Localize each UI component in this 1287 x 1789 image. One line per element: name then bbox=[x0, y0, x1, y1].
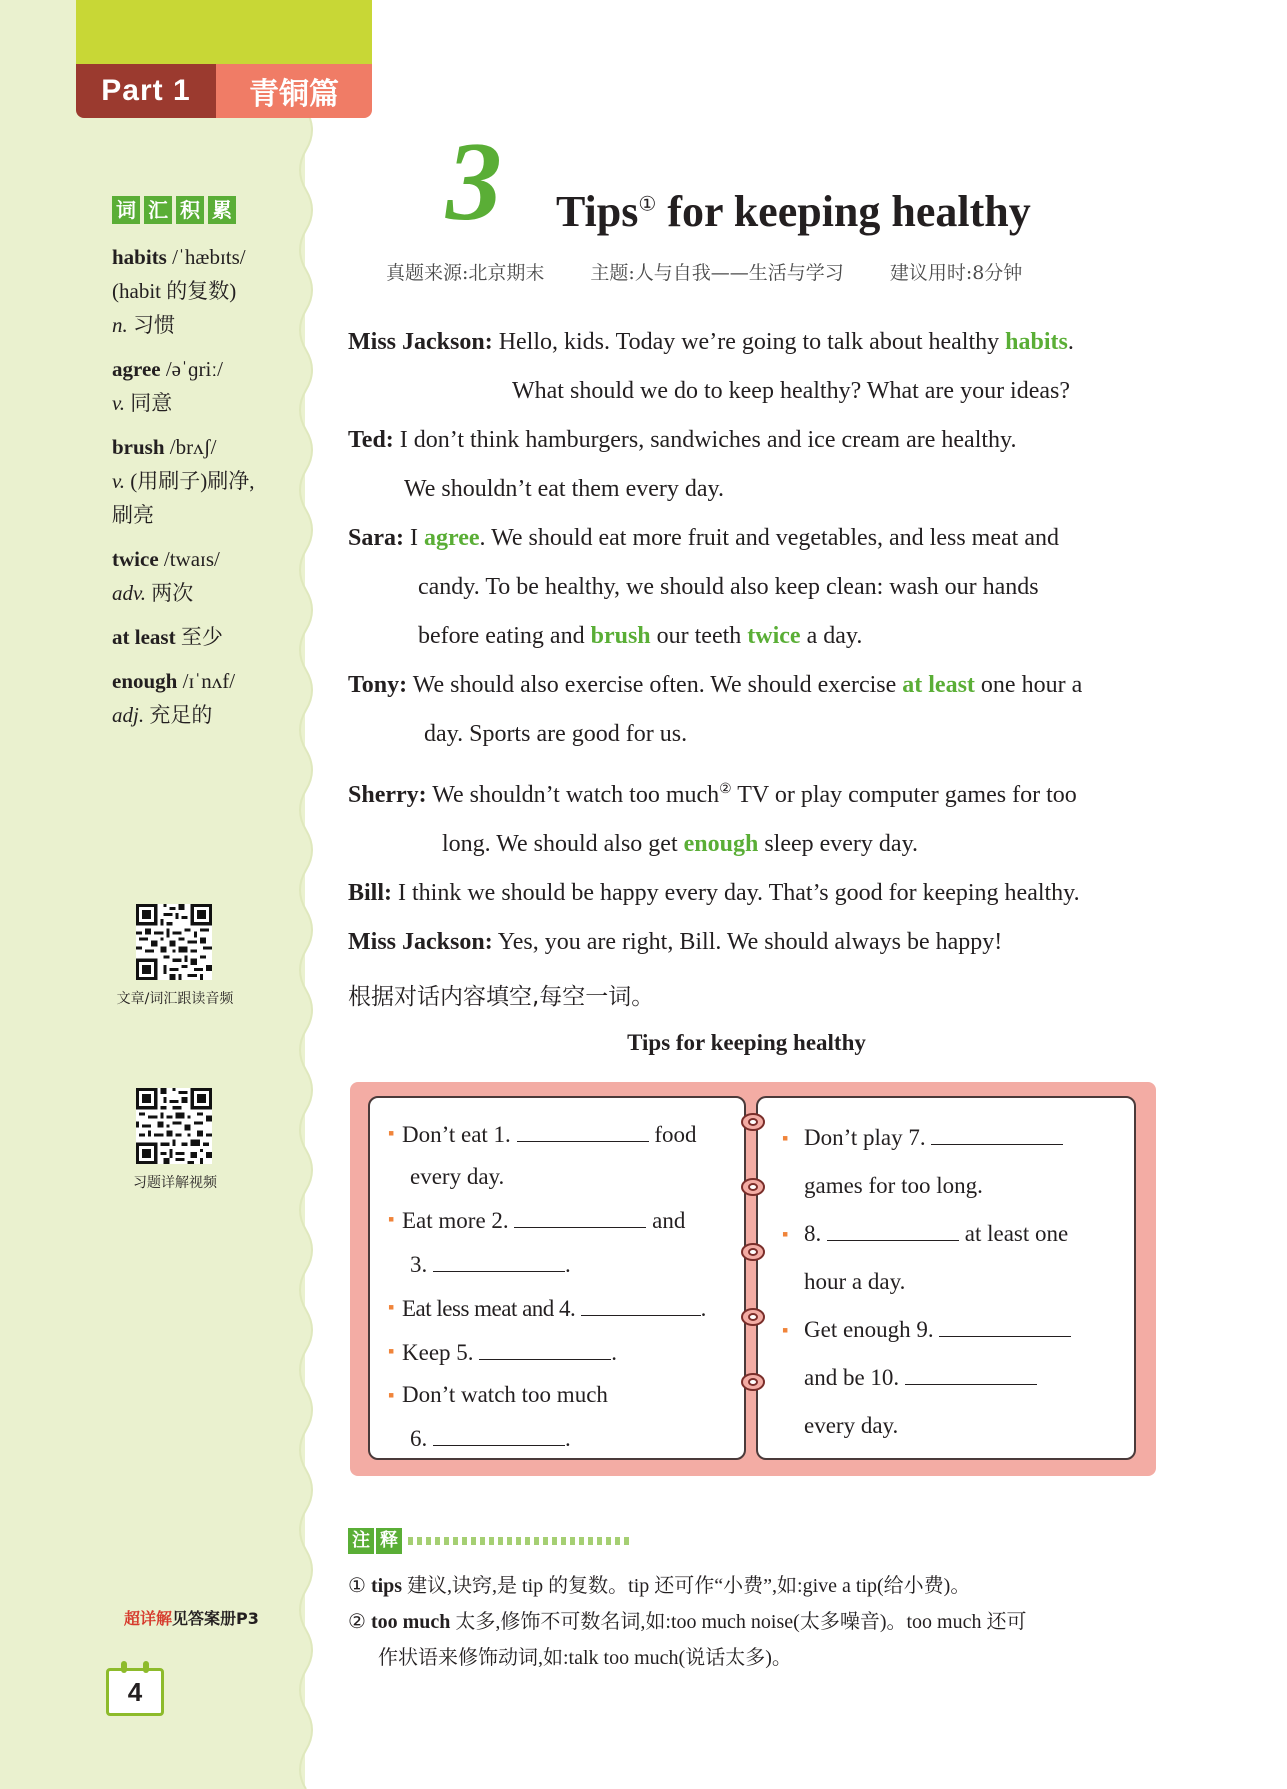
highlight-word: brush bbox=[590, 623, 651, 649]
page-number: 4 bbox=[106, 1668, 164, 1716]
vocab-item-twice bbox=[112, 542, 302, 610]
dialog-text: I think we should be happy every day. That’s good for keeping healthy. bbox=[392, 880, 1080, 906]
vocab-word: enough bbox=[112, 669, 178, 693]
vocab-meaning: 习惯 bbox=[133, 313, 175, 337]
dialog-text: . We should eat more fruit and vegetables, and less meat and bbox=[479, 525, 1059, 551]
bullet-icon: ▪ bbox=[388, 1297, 394, 1317]
item-text: . bbox=[565, 1252, 571, 1277]
dialog-text: our teeth bbox=[650, 623, 748, 649]
answer-blank-8[interactable] bbox=[827, 1211, 959, 1241]
vocab-phonetic: /ˈhæbɪts/ bbox=[172, 245, 246, 269]
highlight-word: habits bbox=[1005, 329, 1068, 355]
item-text: and be 10. bbox=[804, 1365, 905, 1390]
answer-blank-2[interactable] bbox=[514, 1198, 646, 1228]
vocab-note: (habit 的复数) bbox=[112, 279, 237, 303]
dialog-text: We should also exercise often. We should exercise bbox=[407, 672, 903, 698]
qr-code-icon bbox=[136, 1088, 212, 1164]
qr-code-audio[interactable] bbox=[136, 904, 212, 980]
speaker: Ted: bbox=[348, 427, 394, 453]
part-banner bbox=[76, 64, 372, 118]
meta-source: 真题来源:北京期末 bbox=[386, 262, 545, 284]
vocab-pos: v. bbox=[112, 469, 126, 493]
dialog-line bbox=[348, 765, 1158, 820]
bullet-icon: ▪ bbox=[782, 1320, 789, 1340]
notebook-rings-icon bbox=[738, 1112, 768, 1452]
item-text: . bbox=[611, 1340, 618, 1365]
vocab-heading bbox=[112, 196, 236, 224]
dialog-line: day. Sports are good for us. bbox=[424, 721, 688, 747]
dialog-text: long. We should also get bbox=[442, 831, 684, 857]
dialog-text: Yes, you are right, Bill. We should always be happy! bbox=[492, 929, 1003, 955]
vocab-word: agree bbox=[112, 357, 161, 381]
vocab-word: brush bbox=[112, 435, 165, 459]
dialog-line bbox=[348, 318, 1158, 367]
item-text: 6. bbox=[410, 1426, 433, 1451]
vocab-meaning: 同意 bbox=[130, 391, 173, 415]
dialog-text: I bbox=[404, 525, 424, 551]
footnote-marker: ① bbox=[638, 193, 657, 216]
dialog-passage bbox=[348, 318, 1158, 967]
vocab-item-at-least bbox=[112, 620, 302, 654]
vocab-pos: adj. bbox=[112, 703, 145, 727]
answer-reference bbox=[124, 1606, 259, 1629]
vocab-phonetic: /əˈɡriː/ bbox=[165, 357, 223, 381]
dialog-line bbox=[348, 918, 1158, 967]
dialog-line: candy. To be healthy, we should also keep clean: wash our hands bbox=[418, 574, 1039, 600]
exercise-box-title: Tips for keeping healthy bbox=[627, 1030, 866, 1055]
dialog-line bbox=[348, 820, 1158, 869]
dialog-text: a day. bbox=[800, 623, 863, 649]
item-text: food bbox=[648, 1122, 697, 1147]
vocab-pos: v. bbox=[112, 391, 126, 415]
note-text: 太多,修饰不可数名词,如:too much noise(太多噪音)。too much 还可 bbox=[450, 1611, 1027, 1633]
meta-theme: 主题:人与自我——生活与学习 bbox=[590, 262, 844, 284]
lesson-number: 3 bbox=[446, 120, 502, 244]
item-text: Keep 5. bbox=[402, 1340, 480, 1365]
footnote-marker: ② bbox=[719, 782, 732, 797]
notebook-exercise bbox=[350, 1082, 1156, 1476]
highlight-word: twice bbox=[747, 623, 801, 649]
lesson-meta bbox=[386, 258, 1146, 285]
notes-divider bbox=[408, 1537, 632, 1545]
item-text: every day. bbox=[410, 1164, 505, 1189]
item-text: 8. bbox=[804, 1221, 827, 1246]
list-item bbox=[388, 1374, 732, 1416]
item-text: every day. bbox=[804, 1413, 899, 1438]
dialog-text: . bbox=[1067, 329, 1074, 355]
dialog-text: I don’t think hamburgers, sandwiches and ice cream are healthy. bbox=[393, 427, 1017, 453]
vocab-phonetic: /brʌʃ/ bbox=[169, 435, 217, 459]
notes-heading bbox=[348, 1528, 632, 1554]
lesson-title-word: Tips bbox=[556, 187, 639, 236]
vocab-meaning: 两次 bbox=[151, 581, 194, 605]
item-text: Don’t play 7. bbox=[804, 1125, 932, 1150]
qr-video-label: 习题详解视频 bbox=[133, 1175, 217, 1191]
list-item bbox=[388, 1286, 732, 1330]
answer-note-text: 见答案册P3 bbox=[172, 1609, 259, 1628]
qr-code-icon bbox=[136, 904, 212, 980]
vocab-heading-char: 累 bbox=[208, 196, 236, 224]
list-item bbox=[388, 1112, 732, 1156]
list-item bbox=[782, 1210, 1122, 1258]
exercise-instruction: 根据对话内容填空,每空一词。 bbox=[348, 984, 655, 1010]
note-number: ① bbox=[348, 1575, 366, 1597]
answer-blank-4[interactable] bbox=[581, 1286, 701, 1316]
notes-heading-char: 注 bbox=[348, 1528, 374, 1554]
dialog-line: We shouldn’t eat them every day. bbox=[404, 476, 724, 502]
part-label: Part 1 bbox=[76, 64, 216, 118]
answer-blank-9[interactable] bbox=[939, 1307, 1071, 1337]
list-item bbox=[782, 1114, 1122, 1162]
speaker: Sherry: bbox=[348, 782, 427, 808]
bullet-icon: ▪ bbox=[782, 1128, 789, 1148]
speaker: Miss Jackson: bbox=[348, 929, 493, 955]
vocab-list bbox=[112, 240, 302, 742]
bullet-icon: ▪ bbox=[782, 1224, 789, 1244]
note-2 bbox=[348, 1604, 1160, 1640]
bullet-icon: ▪ bbox=[388, 1385, 395, 1405]
item-text: Eat less meat and 4. bbox=[402, 1296, 581, 1321]
note-2-cont: 作状语来修饰动词,如:talk too much(说话太多)。 bbox=[378, 1647, 792, 1669]
highlight-word: at least bbox=[902, 672, 975, 698]
list-item bbox=[388, 1198, 732, 1242]
speaker: Bill: bbox=[348, 880, 393, 906]
vocab-item-enough bbox=[112, 664, 302, 732]
qr-code-video[interactable] bbox=[136, 1088, 212, 1164]
dialog-line bbox=[348, 869, 1158, 918]
vocab-pos: n. bbox=[112, 313, 128, 337]
answer-note-highlight: 超详解 bbox=[124, 1609, 173, 1628]
answer-blank-3[interactable] bbox=[433, 1242, 565, 1272]
answer-blank-10[interactable] bbox=[905, 1355, 1037, 1385]
dialog-line bbox=[348, 612, 1158, 661]
dialog-text: Hello, kids. Today we’re going to talk about healthy bbox=[492, 329, 1006, 355]
list-item bbox=[388, 1330, 732, 1374]
lesson-title bbox=[556, 186, 1031, 237]
bullet-icon: ▪ bbox=[388, 1123, 395, 1143]
vocab-word: habits bbox=[112, 245, 167, 269]
vocab-word: at least bbox=[112, 625, 176, 649]
note-word: tips bbox=[370, 1575, 403, 1597]
top-accent-bar bbox=[76, 0, 372, 66]
item-text: Eat more 2. bbox=[402, 1208, 515, 1233]
speaker: Tony: bbox=[348, 672, 408, 698]
item-text: 3. bbox=[410, 1252, 433, 1277]
item-text: at least one bbox=[959, 1221, 1069, 1246]
notebook-right-page bbox=[756, 1096, 1136, 1460]
dialog-text: sleep every day. bbox=[758, 831, 919, 857]
notes-heading-char: 释 bbox=[376, 1528, 402, 1554]
note-1 bbox=[348, 1568, 1160, 1604]
dialog-line bbox=[348, 514, 1158, 563]
item-text: Don’t watch too much bbox=[402, 1382, 608, 1407]
vocab-word: twice bbox=[112, 547, 159, 571]
item-text: and bbox=[646, 1208, 686, 1233]
dialog-text: We shouldn’t watch too much bbox=[426, 782, 720, 808]
list-item-cont bbox=[388, 1416, 732, 1460]
item-text: . bbox=[700, 1296, 706, 1321]
item-text: Get enough 9. bbox=[804, 1317, 940, 1342]
notebook-left-page bbox=[368, 1096, 746, 1460]
vocab-heading-char: 积 bbox=[176, 196, 204, 224]
highlight-word: agree bbox=[424, 525, 480, 551]
dialog-text: one hour a bbox=[974, 672, 1083, 698]
vocab-meaning: (用刷子)刷净, bbox=[130, 469, 255, 493]
speaker: Miss Jackson: bbox=[348, 329, 493, 355]
part-title: 青铜篇 bbox=[216, 64, 372, 118]
dialog-text: before eating and bbox=[418, 623, 591, 649]
bullet-icon: ▪ bbox=[388, 1209, 395, 1229]
dialog-line: What should we do to keep healthy? What are your ideas? bbox=[512, 378, 1071, 404]
answer-blank-6[interactable] bbox=[433, 1416, 565, 1446]
vocab-phonetic: /ɪˈnʌf/ bbox=[182, 669, 236, 693]
dialog-text: TV or play computer games for too bbox=[731, 782, 1077, 808]
vocab-item-habits bbox=[112, 240, 302, 342]
vocab-item-brush bbox=[112, 430, 302, 532]
note-number: ② bbox=[348, 1611, 366, 1633]
list-item bbox=[782, 1306, 1122, 1354]
note-text: 建议,诀窍,是 tip 的复数。tip 还可作“小费”,如:give a tip(给小费)。 bbox=[402, 1575, 971, 1597]
list-item-cont bbox=[388, 1242, 732, 1286]
vocab-pos: adv. bbox=[112, 581, 147, 605]
vocab-meaning: 充足的 bbox=[149, 703, 213, 727]
dialog-line bbox=[348, 661, 1158, 710]
list-item-cont bbox=[804, 1354, 1122, 1402]
notes-section bbox=[348, 1568, 1160, 1676]
meta-time: 建议用时:8分钟 bbox=[889, 262, 1023, 284]
qr-audio-label: 文章/词汇跟读音频 bbox=[116, 991, 234, 1007]
vocab-item-agree bbox=[112, 352, 302, 420]
item-text: hour a day. bbox=[804, 1269, 906, 1294]
vocab-heading-char: 词 bbox=[112, 196, 140, 224]
vocab-heading-char: 汇 bbox=[144, 196, 172, 224]
answer-blank-5[interactable] bbox=[479, 1330, 611, 1360]
vocab-meaning-cont: 刷亮 bbox=[112, 503, 154, 527]
answer-blank-1[interactable] bbox=[517, 1112, 649, 1142]
vocab-meaning: 至少 bbox=[180, 625, 223, 649]
item-text: . bbox=[565, 1426, 571, 1451]
item-text: games for too long. bbox=[804, 1173, 983, 1198]
note-word: too much bbox=[370, 1611, 451, 1633]
dialog-line bbox=[348, 416, 1158, 465]
speaker: Sara: bbox=[348, 525, 404, 551]
lesson-title-rest: for keeping healthy bbox=[656, 187, 1031, 236]
answer-blank-7[interactable] bbox=[931, 1115, 1063, 1145]
vocab-phonetic: /twaɪs/ bbox=[163, 547, 220, 571]
item-text: Don’t eat 1. bbox=[402, 1122, 517, 1147]
highlight-word: enough bbox=[683, 831, 759, 857]
bullet-icon: ▪ bbox=[388, 1341, 395, 1361]
